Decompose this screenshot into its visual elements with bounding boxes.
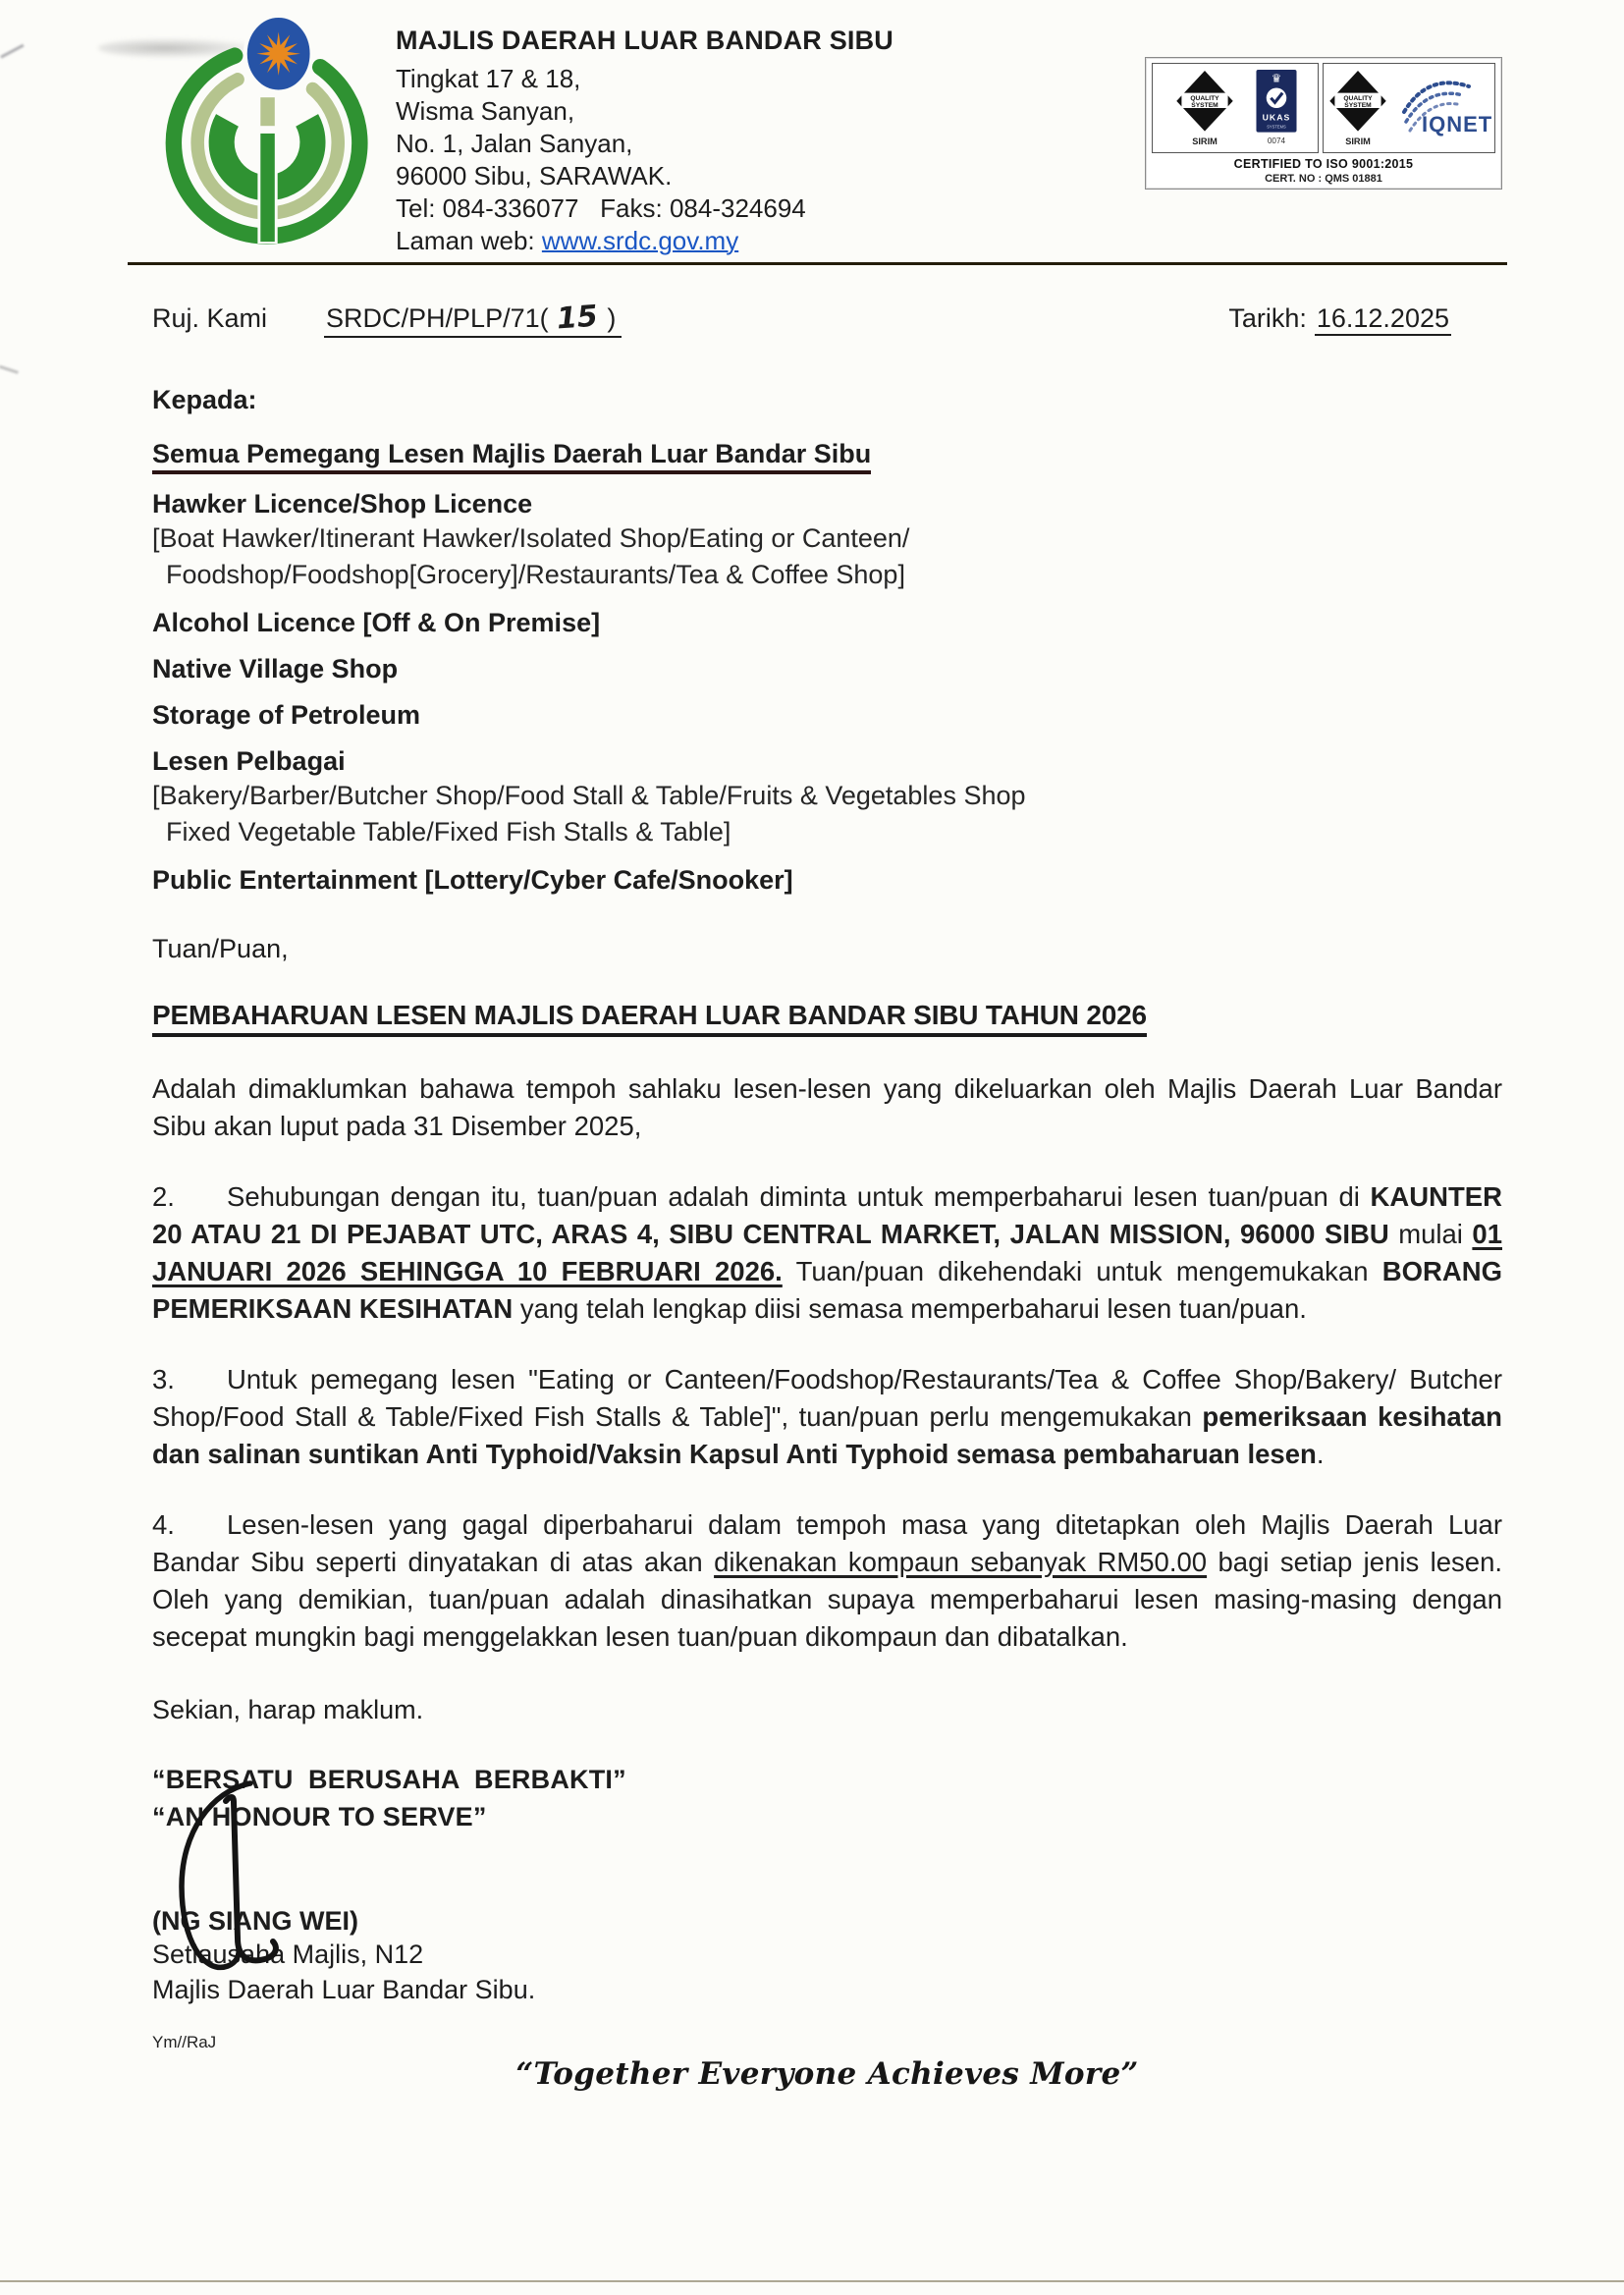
website-link[interactable]: www.srdc.gov.my bbox=[541, 226, 739, 255]
phone-fax-line: Tel: 084-336077 Faks: 084-324694 bbox=[396, 193, 806, 223]
svg-text:QUALITY: QUALITY bbox=[1190, 94, 1219, 102]
licence-item bbox=[152, 699, 1502, 732]
sirim-badge-icon bbox=[1326, 69, 1390, 147]
licence-title: Native Village Shop bbox=[152, 654, 399, 683]
licence-item bbox=[152, 745, 1502, 850]
text-segment: mulai bbox=[1388, 1219, 1473, 1249]
text-segment: Sehubungan dengan itu, tuan/puan adalah diminta untuk memperbaharui lesen tuan/puan di bbox=[227, 1181, 1371, 1212]
licence-detail: Foodshop/Foodshop[Grocery]/Restaurants/Tea & Coffee Shop] bbox=[166, 560, 905, 589]
typist-initials: Ym//RaJ bbox=[152, 2033, 217, 2051]
ref-number-handwritten: 15 bbox=[555, 299, 599, 337]
licence-title: Public Entertainment [Lottery/Cyber Cafe/Snooker] bbox=[152, 865, 793, 895]
ukas-badge-icon bbox=[1255, 69, 1298, 147]
website-label: Laman web: bbox=[396, 226, 542, 255]
licence-title: Hawker Licence/Shop Licence bbox=[152, 489, 533, 519]
licence-item bbox=[152, 488, 1502, 593]
text-segment: Untuk pemegang lesen "Eating or Canteen/Foodshop/Restaurants/Tea & Coffee Shop/Bakery/ Butcher Shop/Food Stall & Table/Fixed Fish Stalls & Table]", tuan/puan perlu mengemukakan bbox=[152, 1364, 1502, 1432]
signer-org: Majlis Daerah Luar Bandar Sibu. bbox=[152, 1975, 536, 2004]
licence-detail: Fixed Vegetable Table/Fixed Fish Stalls & Table] bbox=[166, 817, 731, 847]
text-segment: 01 JANUARI 2026 SEHINGGA 10 FEBRUARI 2026. bbox=[152, 1219, 1502, 1286]
iso-certified-line: CERTIFIED TO ISO 9001:2015 bbox=[1233, 157, 1414, 171]
licence-item bbox=[152, 864, 1502, 897]
ref-label: Ruj. Kami bbox=[152, 303, 268, 333]
svg-text:UKAS: UKAS bbox=[1262, 112, 1291, 123]
paragraph-2 bbox=[152, 1178, 1502, 1328]
cert-cell-sirim-ukas bbox=[1152, 63, 1319, 153]
council-logo bbox=[152, 18, 386, 246]
licence-detail: [Bakery/Barber/Butcher Shop/Food Stall & Table/Fruits & Vegetables Shop bbox=[152, 781, 1026, 810]
paragraph-number: 2. bbox=[152, 1181, 175, 1212]
certification-badges bbox=[1145, 57, 1502, 190]
motto-english: “AN HONOUR TO SERVE” bbox=[152, 1802, 487, 1831]
text-segment: . bbox=[1316, 1439, 1325, 1469]
text-segment: Lesen-lesen yang gagal diperbaharui dalam tempoh masa yang ditetapkan oleh Majlis Daerah Luar Bandar Sibu seperti dinyatakan di atas akan bbox=[152, 1509, 1502, 1577]
motto-malay: “BERSATU BERUSAHA BERBAKTI” bbox=[152, 1765, 626, 1794]
svg-text:SIRIM: SIRIM bbox=[1192, 136, 1218, 146]
paragraph-text bbox=[152, 1509, 1502, 1652]
cert-cell-sirim-iqnet bbox=[1323, 63, 1495, 153]
scan-mark bbox=[0, 44, 29, 69]
date-value: 16.12.2025 bbox=[1315, 303, 1451, 336]
ref-number-prefix: SRDC/PH/PLP/71( bbox=[326, 303, 549, 333]
addressee: Semua Pemegang Lesen Majlis Daerah Luar Bandar Sibu bbox=[152, 439, 871, 474]
subject-line: PEMBAHARUAN LESEN MAJLIS DAERAH LUAR BANDAR SIBU TAHUN 2026 bbox=[152, 1000, 1147, 1037]
paragraph-number: 4. bbox=[152, 1509, 175, 1540]
website-line bbox=[396, 225, 893, 257]
text-segment: Adalah dimaklumkan bahawa tempoh sahlaku lesen-lesen yang dikeluarkan oleh Majlis Daerah Luar Bandar Sibu akan luput pada 31 Disember 2025, bbox=[152, 1073, 1502, 1141]
paragraph-text bbox=[152, 1073, 1502, 1141]
ref-number-suffix: ) bbox=[607, 303, 617, 333]
salutation: Tuan/Puan, bbox=[152, 934, 289, 963]
kepada-label: Kepada: bbox=[152, 385, 257, 414]
date-label: Tarikh: bbox=[1228, 303, 1307, 333]
text-segment: dikenakan kompaun sebanyak RM50.00 bbox=[714, 1547, 1208, 1577]
signer-name: (NG SIANG WEI) bbox=[152, 1906, 358, 1936]
signer-title: Setiausaha Majlis, N12 bbox=[152, 1940, 424, 1969]
motto-block bbox=[152, 1761, 1502, 1835]
letterhead-divider bbox=[128, 262, 1507, 265]
letterhead bbox=[152, 18, 1502, 257]
org-address-block bbox=[396, 18, 893, 257]
address-line: Tingkat 17 & 18, bbox=[396, 64, 581, 93]
paragraph-4 bbox=[152, 1506, 1502, 1656]
paragraph-text bbox=[152, 1181, 1502, 1324]
text-segment: bagi setiap jenis lesen. Oleh yang demikian, tuan/puan adalah dinasihatkan supaya memperbaharui lesen masing-masing dengan secepat mungkin bagi menggelakkan lesen tuan/puan dikompaun dan dibatalkan. bbox=[152, 1547, 1502, 1652]
address-line: 96000 Sibu, SARAWAK. bbox=[396, 161, 673, 191]
scan-mark bbox=[0, 358, 21, 374]
iqnet-logo-icon bbox=[1390, 71, 1492, 145]
org-name: MAJLIS DAERAH LUAR BANDAR SIBU bbox=[396, 26, 894, 55]
svg-text:0074: 0074 bbox=[1267, 136, 1286, 145]
svg-text:IQNET: IQNET bbox=[1422, 112, 1492, 137]
text-segment: yang telah lengkap diisi semasa memperbaharui lesen tuan/puan. bbox=[513, 1293, 1307, 1324]
licence-item bbox=[152, 653, 1502, 685]
svg-text:SYSTEMS: SYSTEMS bbox=[1267, 124, 1286, 130]
paragraph-1 bbox=[152, 1070, 1502, 1145]
svg-text:♛: ♛ bbox=[1271, 73, 1282, 85]
svg-text:SYSTEM: SYSTEM bbox=[1191, 101, 1218, 109]
svg-text:SYSTEM: SYSTEM bbox=[1344, 101, 1372, 109]
scan-edge-line bbox=[0, 2280, 1624, 2282]
svg-text:SIRIM: SIRIM bbox=[1345, 136, 1371, 146]
closing-line: Sekian, harap maklum. bbox=[152, 1695, 424, 1724]
licence-title: Alcohol Licence [Off & On Premise] bbox=[152, 608, 601, 637]
cert-number-line: CERT. NO : QMS 01881 bbox=[1265, 173, 1382, 185]
address-line: No. 1, Jalan Sanyan, bbox=[396, 129, 633, 158]
text-segment: Tuan/puan dikehendaki untuk mengemukakan bbox=[782, 1256, 1382, 1286]
reference-row bbox=[152, 301, 1502, 338]
footer-motto: “Together Everyone Achieves More” bbox=[515, 2056, 1139, 2092]
council-logo-icon bbox=[152, 18, 386, 246]
svg-text:QUALITY: QUALITY bbox=[1343, 94, 1373, 102]
licence-title: Storage of Petroleum bbox=[152, 700, 421, 730]
paragraph-text bbox=[152, 1364, 1502, 1469]
paragraph-number: 3. bbox=[152, 1364, 175, 1394]
address-line: Wisma Sanyan, bbox=[396, 96, 575, 126]
licence-item bbox=[152, 607, 1502, 639]
paragraph-3 bbox=[152, 1361, 1502, 1473]
sirim-badge-icon bbox=[1172, 69, 1237, 147]
ref-number bbox=[324, 301, 622, 338]
licence-detail: [Boat Hawker/Itinerant Hawker/Isolated Shop/Eating or Canteen/ bbox=[152, 523, 910, 553]
cert-caption bbox=[1152, 157, 1495, 185]
text-segment: KAUNTER 20 ATAU 21 DI PEJABAT UTC, ARAS 4, SIBU CENTRAL MARKET, JALAN MISSION, 96000 SIBU bbox=[152, 1181, 1502, 1249]
text-segment: BORANG PEMERIKSAAN KESIHATAN bbox=[152, 1256, 1502, 1324]
text-segment: pemeriksaan kesihatan dan salinan suntikan Anti Typhoid/Vaksin Kapsul Anti Typhoid semasa pembaharuan lesen bbox=[152, 1401, 1502, 1469]
licence-title: Lesen Pelbagai bbox=[152, 746, 346, 776]
date-block bbox=[1228, 303, 1451, 334]
